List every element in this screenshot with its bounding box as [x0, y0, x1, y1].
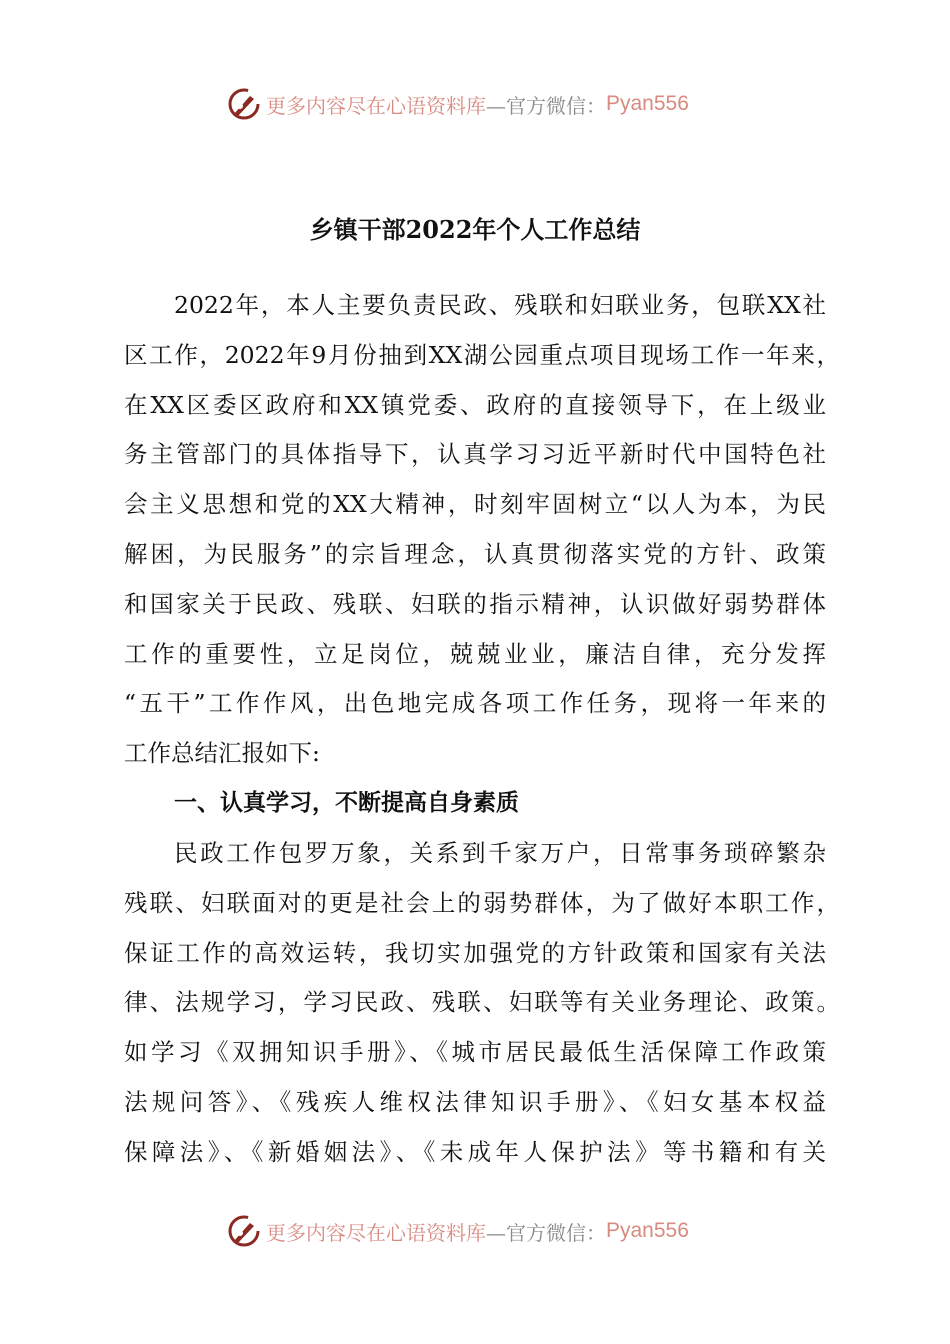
text-line: 在XX区委区政府和XX镇党委、政府的直接领导下，在上级业: [124, 390, 826, 419]
text-line: 民政工作包罗万象，关系到千家万户，日常事务琐碎繁杂: [174, 839, 826, 867]
text-line: 残联、妇联面对的更是社会上的弱势群体，为了做好本职工作，: [124, 888, 840, 917]
text-line: 律、法规学习，学习民政、残联、妇联等有关业务理论、政策。: [124, 988, 840, 1017]
section-heading-1: 一、认真学习，不断提高自身素质: [174, 790, 519, 816]
watermark-header: [226, 84, 726, 124]
pen-logo-icon: [226, 1213, 262, 1249]
watermark-text: 更多内容尽在心语资料库: [266, 1220, 486, 1245]
text-line: 保证工作的高效运转，我切实加强党的方针政策和国家有关法: [124, 938, 826, 967]
text-line: 和国家关于民政、残联、妇联的指示精神，认识做好弱势群体: [124, 589, 826, 618]
text-line: “五干”工作作风，出色地完成各项工作任务，现将一年来的: [124, 689, 826, 718]
text-line: 如学习《双拥知识手册》、《城市居民最低生活保障工作政策: [124, 1038, 826, 1067]
watermark-wechat-id: Pyan556: [606, 1219, 689, 1242]
text-line: 法规问答》、《残疾人维权法律知识手册》、《妇女基本权益: [124, 1088, 826, 1116]
watermark-label: —官方微信：: [486, 1220, 606, 1245]
watermark-text: 更多内容尽在心语资料库: [266, 93, 486, 118]
text-line: 区工作，2022年9月份抽到XX湖公园重点项目现场工作一年来，: [124, 340, 840, 369]
text-line: 保障法》、《新婚姻法》、《未成年人保护法》等书籍和有关: [124, 1137, 826, 1166]
watermark-footer: [226, 1211, 726, 1251]
watermark-wechat-id: Pyan556: [606, 92, 689, 115]
document-title: 乡镇干部2022年个人工作总结: [309, 215, 641, 244]
pen-logo-icon: [226, 86, 262, 122]
text-line: 2022年，本人主要负责民政、残联和妇联业务，包联XX社: [174, 291, 826, 319]
text-line: 工作总结汇报如下:: [124, 739, 320, 768]
watermark-label: —官方微信：: [486, 93, 606, 118]
text-line: 务主管部门的具体指导下，认真学习习近平新时代中国特色社: [124, 440, 826, 469]
text-line: 会主义思想和党的XX大精神，时刻牢固树立“以人为本，为民: [124, 490, 826, 519]
text-line: 解困，为民服务”的宗旨理念，认真贯彻落实党的方针、政策: [124, 540, 826, 568]
text-line: 工作的重要性，立足岗位，兢兢业业，廉洁自律，充分发挥: [124, 639, 826, 668]
